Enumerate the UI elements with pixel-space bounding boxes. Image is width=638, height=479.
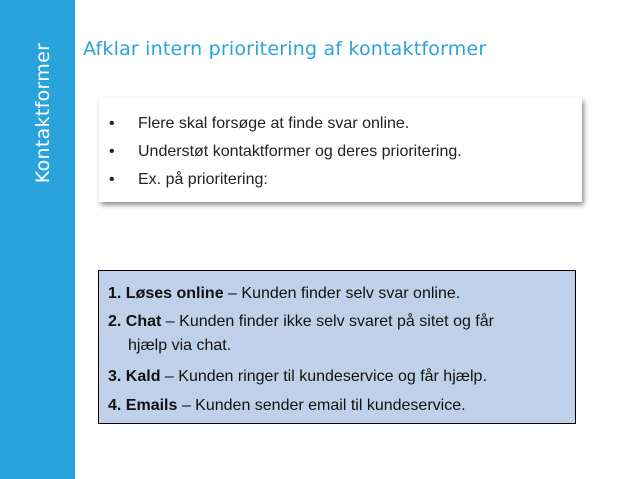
priority-item-label: 1. Løses online: [108, 285, 224, 302]
priority-item-continuation: hjælp via chat.: [128, 337, 232, 354]
sidebar: [0, 0, 75, 479]
bullet-text: Understøt kontaktformer og deres prioritering.: [138, 143, 462, 160]
sidebar-label: Kontaktformer: [32, 42, 54, 184]
priority-item-label: 4. Emails: [108, 397, 178, 414]
priority-item-text: Kunden finder selv svar online.: [241, 285, 461, 302]
priority-item-call: [108, 366, 487, 388]
bullet-icon: •: [109, 143, 115, 160]
priority-item-label: 3. Kald: [108, 368, 161, 385]
priority-item-emails: [108, 395, 466, 417]
bullet-text: Flere skal forsøge at finde svar online.: [138, 115, 410, 132]
slide-title: Afklar intern prioritering af kontaktformer: [83, 38, 487, 60]
priority-item-separator: –: [177, 397, 196, 414]
bullet-item: [99, 166, 582, 194]
bullet-text: Ex. på prioritering:: [138, 171, 268, 188]
priority-item-text: Kunden ringer til kundeservice og får hjælp.: [178, 368, 487, 385]
priority-item-label: 2. Chat: [108, 313, 162, 330]
bullet-list: [99, 110, 582, 194]
priority-item-text: Kunden sender email til kundeservice.: [195, 397, 466, 414]
bullet-icon: •: [109, 115, 115, 132]
priority-item-separator: –: [223, 285, 242, 302]
bullet-box: [99, 98, 582, 202]
bullet-icon: •: [109, 171, 115, 188]
priority-item-separator: –: [160, 368, 179, 385]
priority-item-separator: –: [161, 313, 180, 330]
priority-item-online: [108, 283, 460, 305]
priority-item-text: Kunden finder ikke selv svaret på sitet og får: [179, 313, 494, 330]
bullet-item: [99, 138, 582, 166]
priority-list-box: [98, 270, 576, 424]
priority-item-chat: [108, 311, 494, 333]
bullet-item: [99, 110, 582, 138]
